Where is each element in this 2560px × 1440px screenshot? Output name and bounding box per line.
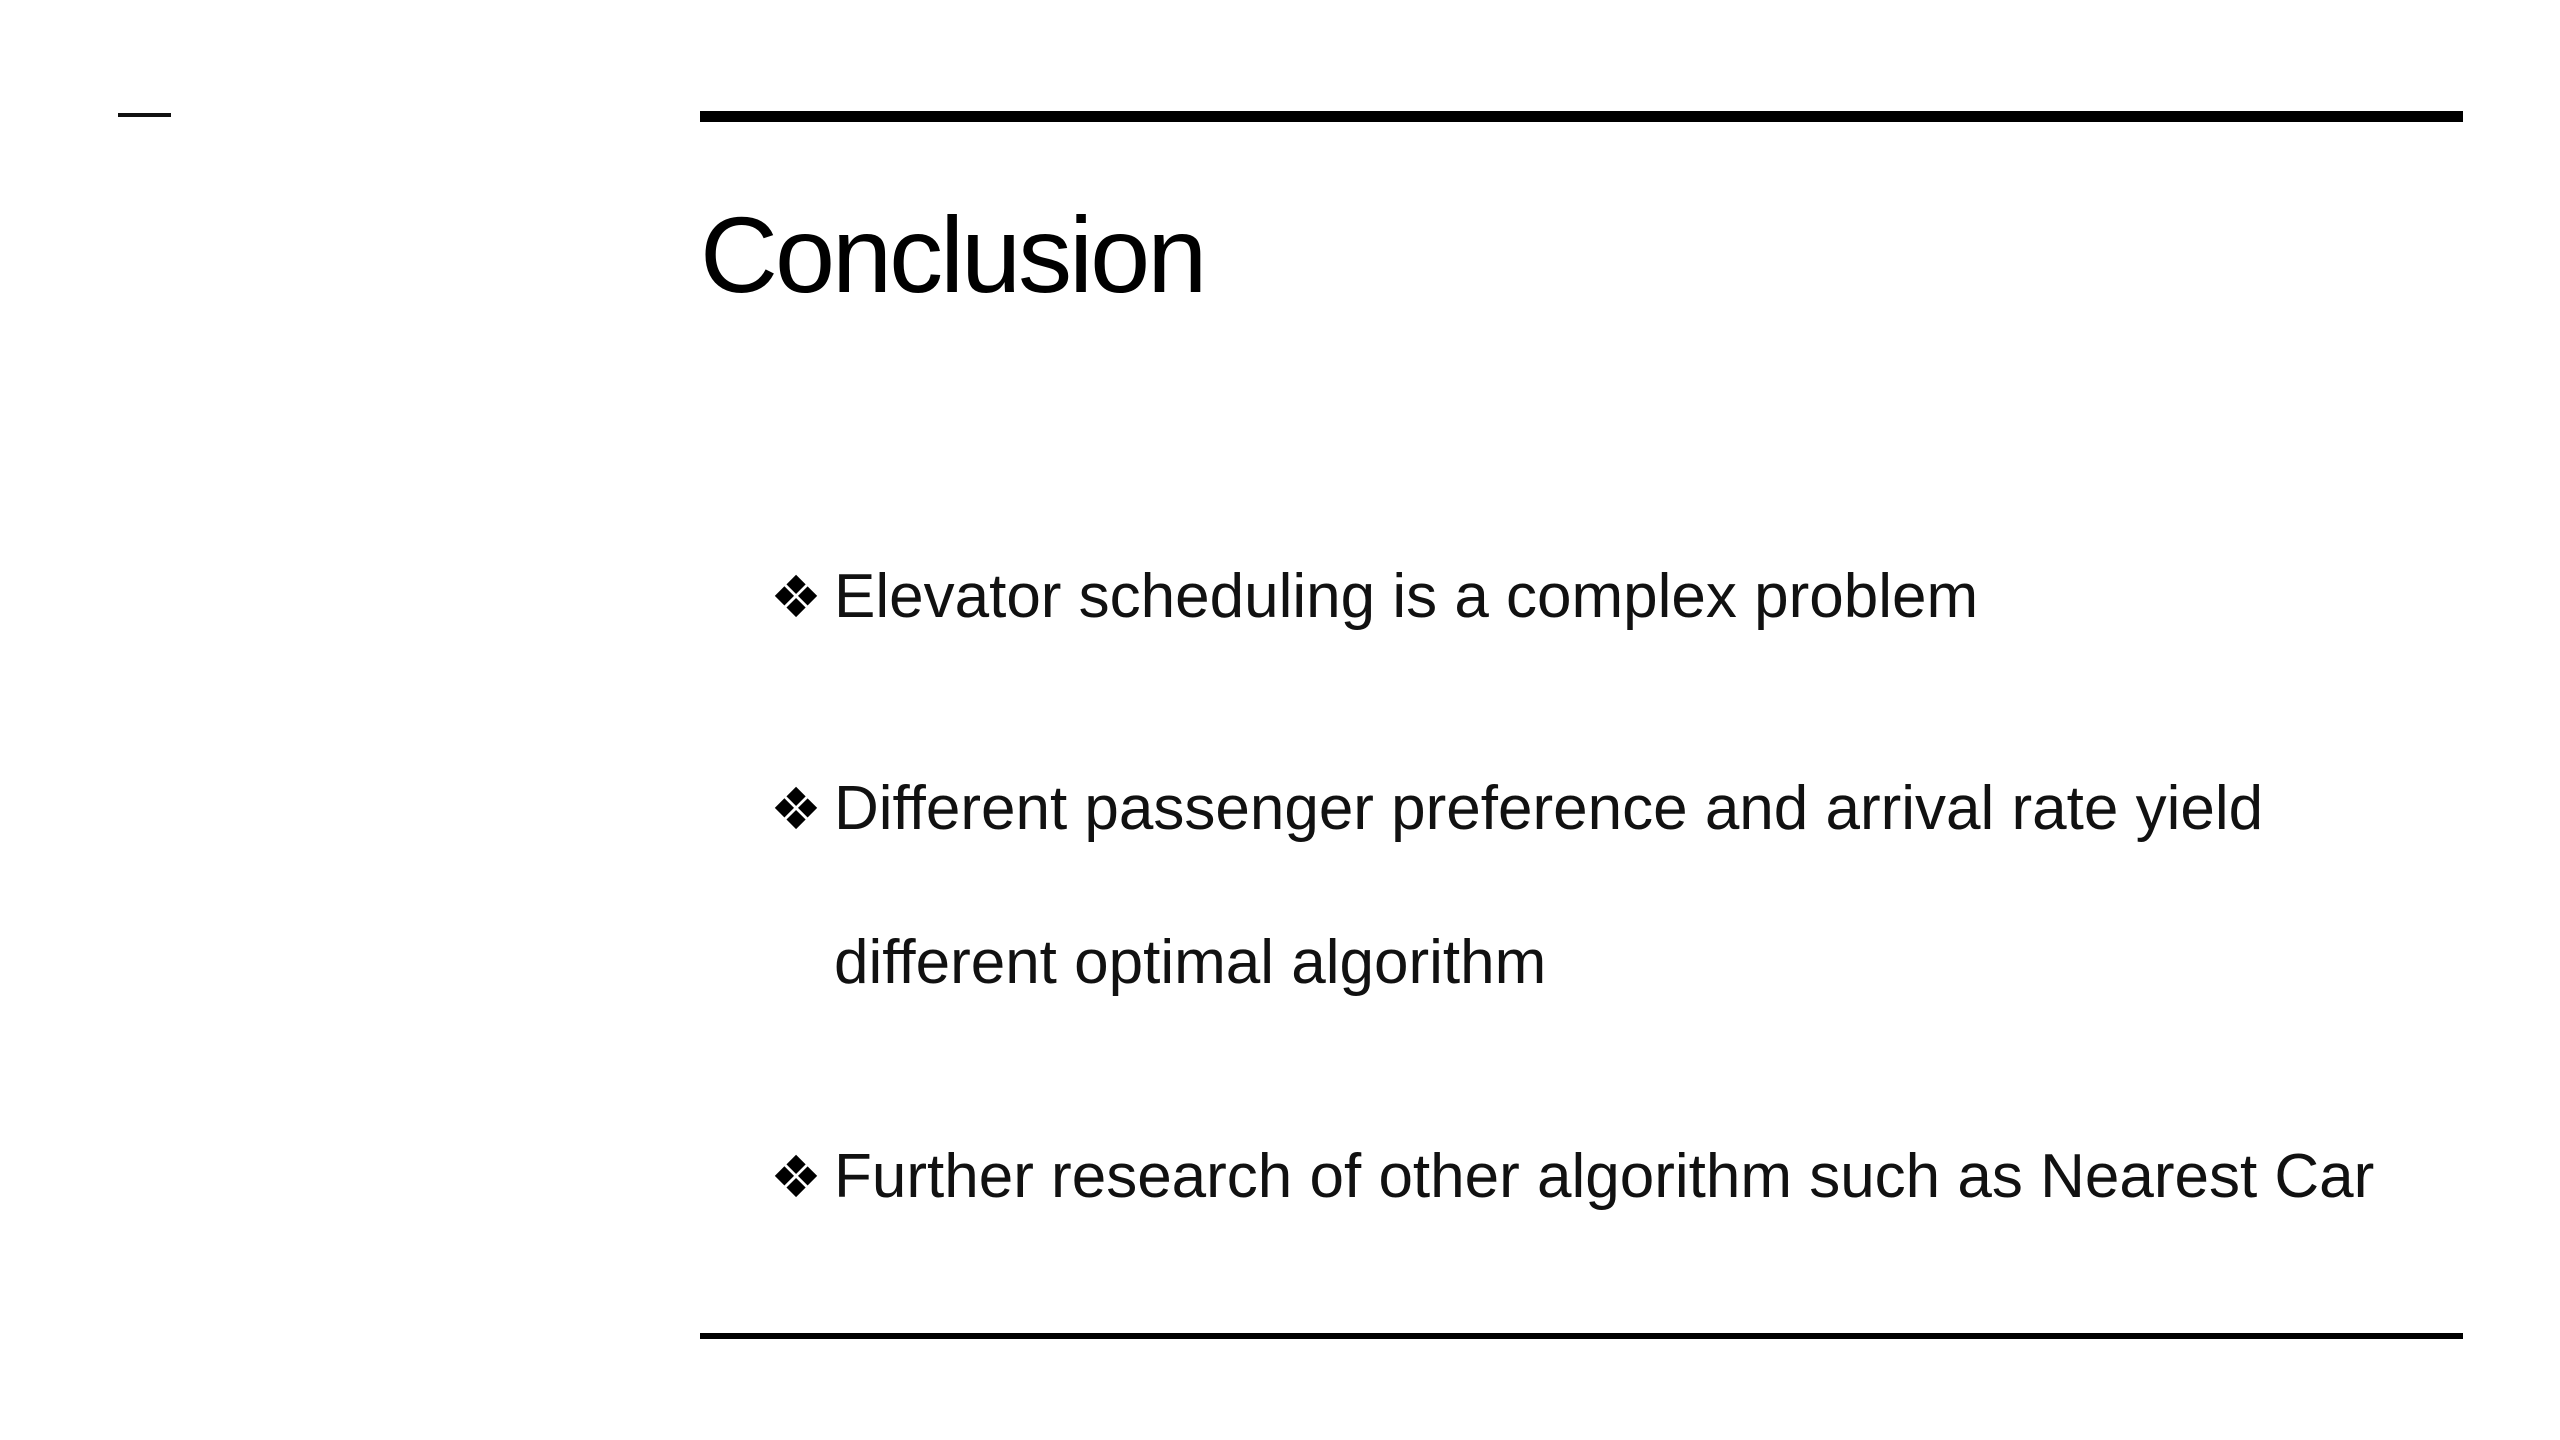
diamond-bullet-icon: ❖ bbox=[770, 563, 822, 631]
bottom-rule bbox=[700, 1333, 2463, 1339]
bullet-item bbox=[770, 732, 2394, 1040]
top-rule bbox=[700, 111, 2463, 122]
diamond-bullet-icon: ❖ bbox=[770, 1143, 822, 1211]
bullet-text: Different passenger preference and arrival rate yield different optimal algorithm bbox=[834, 774, 2264, 997]
slide-title: Conclusion bbox=[700, 194, 1205, 315]
bullet-text: Elevator scheduling is a complex problem bbox=[834, 562, 1979, 631]
bullet-item bbox=[770, 520, 1978, 674]
diamond-bullet-icon: ❖ bbox=[770, 775, 822, 843]
corner-dash bbox=[118, 113, 171, 117]
bullet-text: Further research of other algorithm such as Nearest Car bbox=[834, 1142, 2375, 1211]
bullet-item bbox=[770, 1100, 2374, 1254]
